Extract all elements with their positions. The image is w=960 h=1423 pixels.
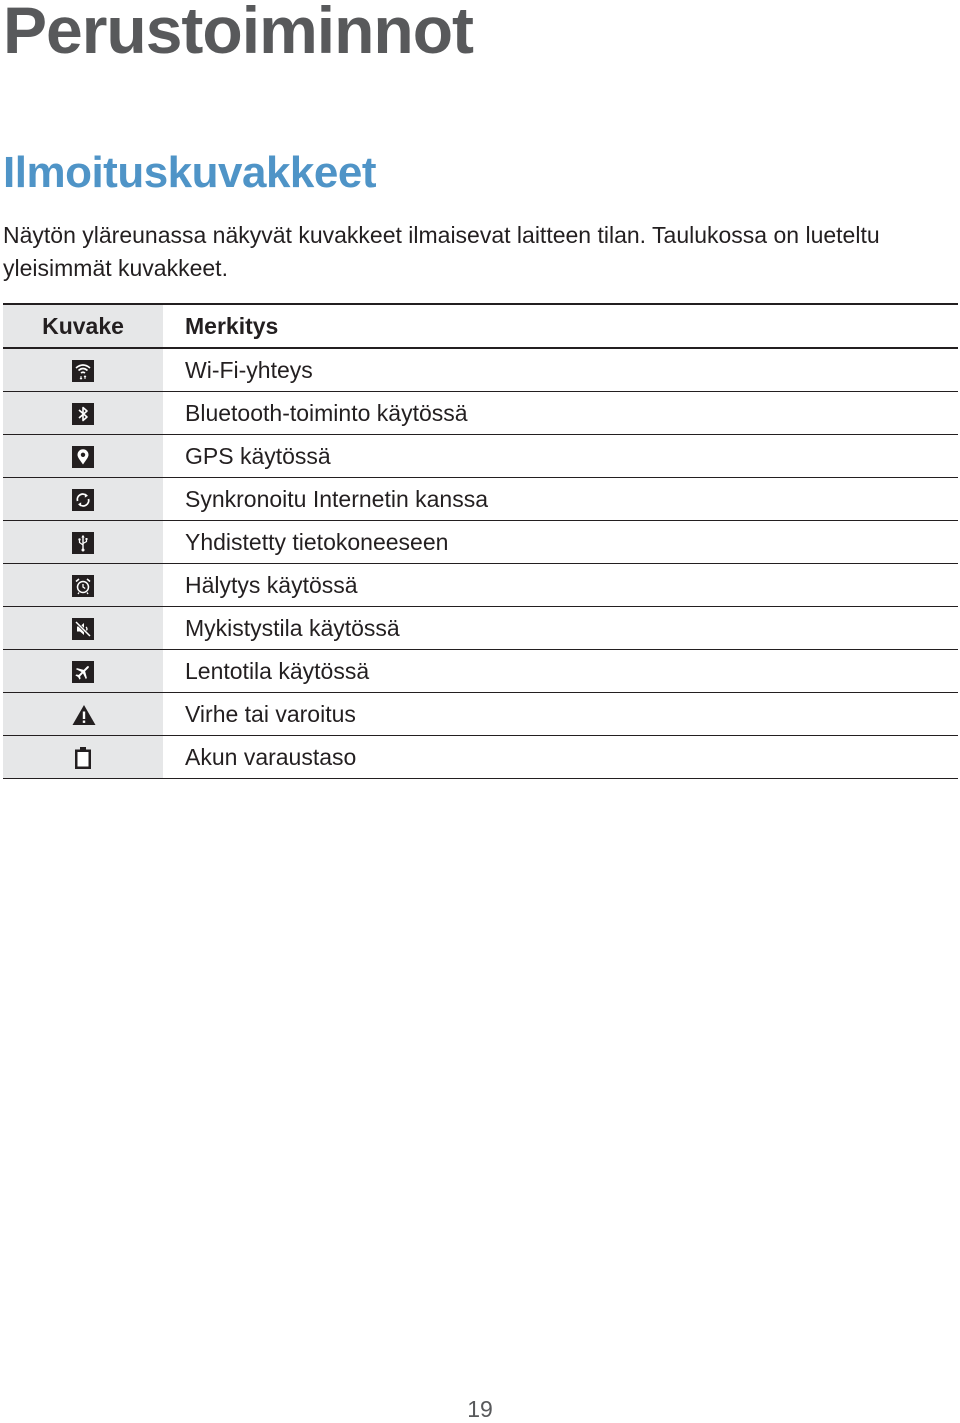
row-meaning: Synkronoitu Internetin kanssa: [163, 478, 958, 521]
battery-icon: [72, 747, 94, 769]
table-row: [3, 478, 958, 521]
usb-icon: [72, 532, 94, 554]
table-row: [3, 564, 958, 607]
row-meaning: Lentotila käytössä: [163, 650, 958, 693]
mute-icon: [72, 618, 94, 640]
row-meaning: GPS käytössä: [163, 435, 958, 478]
row-meaning: Mykistystila käytössä: [163, 607, 958, 650]
row-meaning: Akun varaustaso: [163, 736, 958, 779]
table-row: [3, 607, 958, 650]
header-icon-column: Kuvake: [3, 304, 163, 348]
bluetooth-icon: [72, 403, 94, 425]
warning-icon: [72, 704, 94, 726]
row-meaning: Hälytys käytössä: [163, 564, 958, 607]
table-row: [3, 521, 958, 564]
header-meaning-column: Merkitys: [163, 304, 958, 348]
gps-icon: [72, 446, 94, 468]
row-meaning: Bluetooth-toiminto käytössä: [163, 392, 958, 435]
table-row: [3, 392, 958, 435]
table-row: [3, 650, 958, 693]
wifi-icon: [72, 360, 94, 382]
page-number: 19: [467, 1396, 493, 1422]
section-title: Ilmoituskuvakkeet: [3, 148, 376, 197]
sync-icon: [72, 489, 94, 511]
intro-paragraph: Näytön yläreunassa näkyvät kuvakkeet ilmaisevat laitteen tilan. Taulukossa on lueteltu yleisimmät kuvakkeet.: [3, 222, 880, 281]
table-row: [3, 435, 958, 478]
table-row: [3, 736, 958, 779]
row-meaning: Wi-Fi-yhteys: [163, 348, 958, 392]
chapter-title: Perustoiminnot: [3, 0, 474, 67]
row-meaning: Yhdistetty tietokoneeseen: [163, 521, 958, 564]
airplane-icon: [72, 661, 94, 683]
notification-icons-table: [3, 303, 958, 779]
table-row: [3, 348, 958, 392]
table-row: [3, 693, 958, 736]
table-header-row: [3, 304, 958, 348]
row-meaning: Virhe tai varoitus: [163, 693, 958, 736]
alarm-icon: [72, 575, 94, 597]
